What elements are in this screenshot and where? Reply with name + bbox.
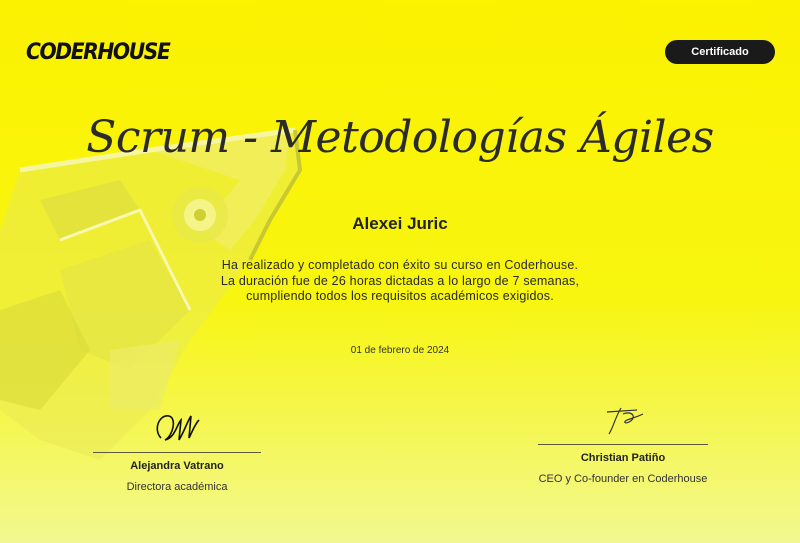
signatory-name: Christian Patiño [580,452,666,464]
signature-image [593,400,653,442]
signature-line [93,452,261,453]
signatory-name: Alejandra Vatrano [130,460,224,472]
signature-block-right [538,400,708,485]
signatory-role: Directora académica [126,481,228,493]
certificate-badge: Certificado [665,40,775,64]
description-line: Ha realizado y completado con éxito su curso en Coderhouse. [221,258,579,272]
signature-image [147,400,207,450]
signature-line [538,444,708,445]
signature-block-left [93,400,261,493]
description-line: cumpliendo todos los requisitos académicos exigidos. [246,289,554,303]
coderhouse-logo: CODERHOUSE [26,40,170,65]
certificate-description [0,258,800,305]
course-title: Scrum - Metodologías Ágiles [86,112,714,163]
recipient-name: Alexei Juric [352,214,448,233]
signatory-role: CEO y Co-founder en Coderhouse [538,473,708,485]
description-line: La duración fue de 26 horas dictadas a lo largo de 7 semanas, [220,273,580,288]
issue-date: 01 de febrero de 2024 [350,345,450,356]
